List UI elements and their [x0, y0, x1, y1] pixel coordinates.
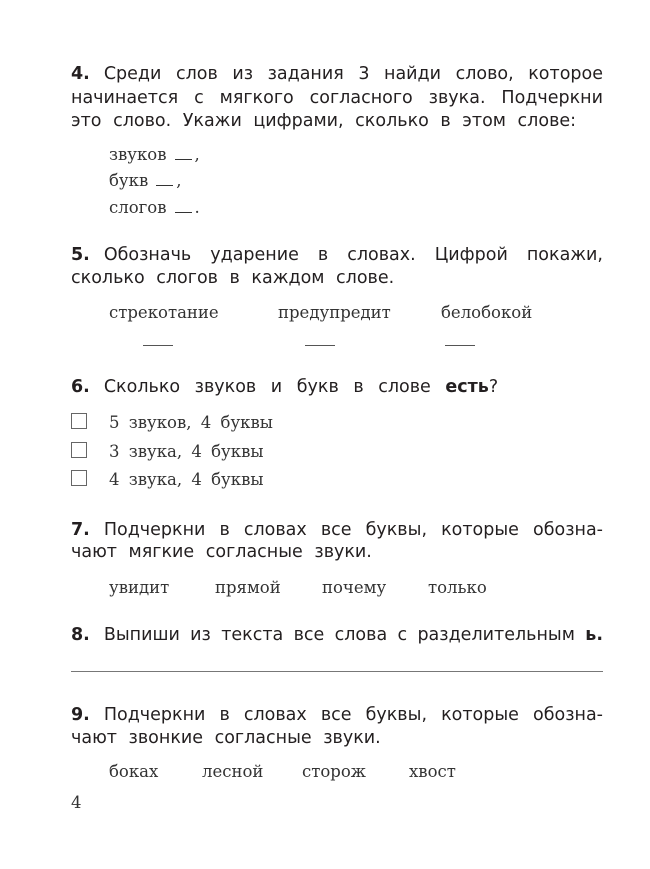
- task-5-line-1: [71, 244, 603, 267]
- task-4-line-2: начинается с мягкого согласного звука. Подчеркни: [71, 88, 603, 108]
- option-label: 4 звука, 4 буквы: [109, 470, 264, 489]
- word: лесной: [202, 762, 264, 781]
- bold-word: есть: [445, 377, 489, 397]
- task-5-line-2: сколько слогов в каждом слове.: [71, 268, 395, 288]
- word: увидит: [109, 578, 170, 597]
- word: предупредит: [278, 303, 391, 322]
- answer-letters: [109, 171, 182, 191]
- option-label: 5 звуков, 4 буквы: [109, 413, 273, 432]
- punct: ,: [176, 171, 182, 190]
- task-9-line-2: чают звонкие согласные звуки.: [71, 728, 381, 748]
- word: прямой: [215, 578, 281, 597]
- task-text: Подчеркни в словах все буквы, которые обозна-: [103, 520, 603, 540]
- task-text: Сколько звуков и букв в слове: [103, 377, 431, 397]
- word: хвост: [409, 762, 456, 781]
- word: почему: [322, 578, 387, 597]
- answer-label: слогов: [109, 198, 167, 217]
- task-8-question: [71, 624, 603, 647]
- option-label: 3 звука, 4 буквы: [109, 442, 264, 461]
- answer-syllables: [109, 198, 200, 218]
- word: боках: [109, 762, 159, 781]
- task-6-question: [71, 376, 603, 399]
- answer-label: букв: [109, 171, 149, 190]
- answer-blank[interactable]: [175, 200, 192, 213]
- task-text: Обозначь ударение в словах. Цифрой покажи,: [103, 245, 603, 265]
- syllable-blank[interactable]: [445, 345, 475, 346]
- option-checkbox[interactable]: [71, 470, 87, 486]
- task-number: 5.: [71, 245, 90, 265]
- task-text: Среди слов из задания 3 найди слово, которое: [103, 64, 603, 84]
- word: только: [428, 578, 487, 597]
- task-7-line-1: [71, 519, 603, 542]
- page-number: 4: [71, 793, 82, 812]
- answer-line[interactable]: [71, 671, 603, 672]
- word: стрекотание: [109, 303, 219, 322]
- task-4-line-1: [71, 63, 603, 86]
- task-text: Выпиши из текста все слова с разделительным: [103, 625, 575, 645]
- task-number: 8.: [71, 625, 90, 645]
- answer-blank[interactable]: [175, 147, 192, 160]
- word: белобокой: [441, 303, 533, 322]
- punct: .: [194, 198, 200, 217]
- task-number: 9.: [71, 705, 90, 725]
- bold-letter: ь.: [585, 625, 603, 645]
- option-checkbox[interactable]: [71, 442, 87, 458]
- option-checkbox[interactable]: [71, 413, 87, 429]
- syllable-blank[interactable]: [305, 345, 335, 346]
- task-number: 4.: [71, 64, 90, 84]
- task-4-line-3: это слово. Укажи цифрами, сколько в этом слове:: [71, 111, 577, 131]
- task-number: 6.: [71, 377, 90, 397]
- answer-blank[interactable]: [156, 173, 173, 186]
- task-9-line-1: [71, 704, 603, 727]
- syllable-blank[interactable]: [143, 345, 173, 346]
- task-number: 7.: [71, 520, 90, 540]
- answer-label: звуков: [109, 145, 167, 164]
- task-text: Подчеркни в словах все буквы, которые обозна-: [103, 705, 603, 725]
- punct: ,: [194, 145, 200, 164]
- punct: ?: [488, 377, 499, 397]
- task-7-line-2: чают мягкие согласные звуки.: [71, 542, 372, 562]
- answer-sounds: [109, 145, 200, 165]
- word: сторож: [302, 762, 366, 781]
